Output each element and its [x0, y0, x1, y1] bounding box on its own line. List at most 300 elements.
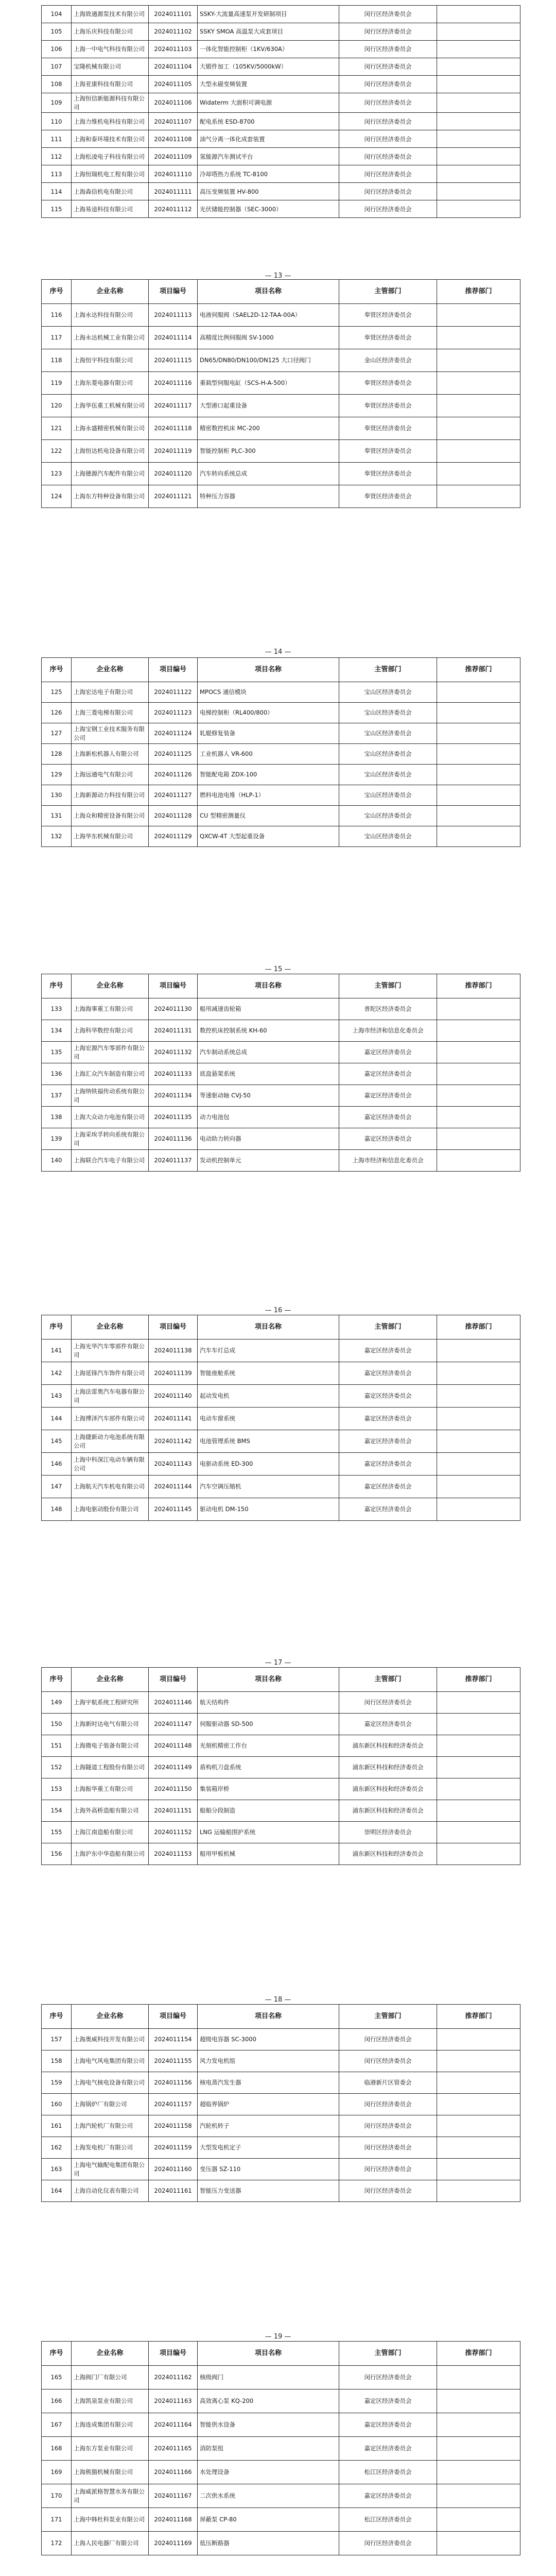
company-name: 上海锅炉厂有限公司	[72, 2094, 149, 2115]
project-name: 智能座舱系统	[198, 1362, 339, 1385]
row-index: 152	[42, 1757, 72, 1778]
table-row	[42, 304, 520, 327]
company-name: 上海威派格智慧水务有限公司	[72, 2484, 149, 2508]
project-table	[41, 2004, 520, 2202]
recommending-department	[437, 2389, 520, 2413]
project-code: 2024011115	[149, 349, 198, 372]
recommending-department	[437, 113, 520, 130]
company-name: 上海电驱动股份有限公司	[72, 1498, 149, 1521]
table-row	[42, 1498, 520, 1521]
table-row	[42, 440, 520, 463]
recommending-department	[437, 2437, 520, 2461]
table-row	[42, 1843, 520, 1865]
row-index: 114	[42, 183, 72, 200]
page-number: — 15 —	[265, 965, 291, 973]
row-index: 118	[42, 349, 72, 372]
recommending-department	[437, 2532, 520, 2555]
project-name: 大锻件加工（105KV/5000kW）	[198, 58, 339, 76]
row-index: 169	[42, 2461, 72, 2484]
row-index: 117	[42, 327, 72, 349]
company-name: 上海东方特种设备有限公司	[72, 485, 149, 508]
project-name: 配电系统 ESD-8700	[198, 113, 339, 130]
company-name: 上海乐庆科技有限公司	[72, 23, 149, 41]
project-table	[41, 657, 520, 847]
project-name: 船用减速齿轮箱	[198, 998, 339, 1020]
department: 嘉定区经济委员会	[339, 1107, 437, 1128]
column-header: 序号	[42, 658, 72, 682]
column-header: 项目名称	[198, 1315, 339, 1340]
recommending-department	[437, 417, 520, 440]
project-name: 电驱动系统 ED-300	[198, 1453, 339, 1476]
table-row	[42, 2508, 520, 2532]
company-name: 上海三菱电梯有限公司	[72, 703, 149, 723]
column-header: 项目名称	[198, 2342, 339, 2366]
project-code: 2024011104	[149, 58, 198, 76]
project-name: 汽车空调压缩机	[198, 1476, 339, 1498]
company-name: 上海中科深江电动车辆有限公司	[72, 1453, 149, 1476]
project-name: 汽轮机转子	[198, 2115, 339, 2137]
column-header: 企业名称	[72, 658, 149, 682]
company-name: 上海科华数控有限公司	[72, 1020, 149, 1042]
table-header-row	[42, 1668, 520, 1692]
recommending-department	[437, 1476, 520, 1498]
recommending-department	[437, 1843, 520, 1865]
recommending-department	[437, 2050, 520, 2072]
table-row	[42, 765, 520, 785]
table-page	[41, 279, 520, 508]
project-code: 2024011128	[149, 806, 198, 826]
row-index: 146	[42, 1453, 72, 1476]
recommending-department	[437, 1340, 520, 1362]
table-row	[42, 1128, 520, 1150]
table-row	[42, 6, 520, 23]
row-index: 130	[42, 785, 72, 806]
department: 奉贤区经济委员会	[339, 395, 437, 417]
row-index: 171	[42, 2508, 72, 2532]
project-name: 数控机床控制系统 KH-60	[198, 1020, 339, 1042]
project-code: 2024011101	[149, 6, 198, 23]
company-name: 宝隆机械有限公司	[72, 58, 149, 76]
department: 临港新片区管委会	[339, 2072, 437, 2094]
table-row	[42, 1362, 520, 1385]
column-header: 项目名称	[198, 1668, 339, 1692]
row-index: 161	[42, 2115, 72, 2137]
project-table	[41, 2341, 520, 2555]
row-index: 167	[42, 2413, 72, 2437]
company-name: 上海采埃孚转向系统有限公司	[72, 1128, 149, 1150]
company-name: 上海华伍重工机械有限公司	[72, 395, 149, 417]
row-index: 143	[42, 1385, 72, 1408]
project-name: 汽车制动系统总成	[198, 1042, 339, 1063]
column-header: 企业名称	[72, 2005, 149, 2029]
row-index: 104	[42, 6, 72, 23]
recommending-department	[437, 165, 520, 183]
project-code: 2024011135	[149, 1107, 198, 1128]
recommending-department	[437, 58, 520, 76]
department: 闵行区经济委员会	[339, 200, 437, 218]
project-name: 动力电池包	[198, 1107, 339, 1128]
column-header: 序号	[42, 2342, 72, 2366]
department: 闵行区经济委员会	[339, 2094, 437, 2115]
recommending-department	[437, 682, 520, 703]
row-index: 105	[42, 23, 72, 41]
company-name: 上海大众动力电池有限公司	[72, 1107, 149, 1128]
recommending-department	[437, 1430, 520, 1453]
table-row	[42, 1822, 520, 1843]
row-index: 131	[42, 806, 72, 826]
project-table	[41, 5, 520, 218]
table-row	[42, 1800, 520, 1822]
department: 闵行区经济委员会	[339, 2159, 437, 2180]
department: 闵行区经济委员会	[339, 130, 437, 148]
table-row	[42, 130, 520, 148]
project-name: 工业机器人 VR-600	[198, 744, 339, 765]
column-header: 主管部门	[339, 2342, 437, 2366]
company-name: 上海海事重工有限公司	[72, 998, 149, 1020]
row-index: 106	[42, 41, 72, 58]
row-index: 170	[42, 2484, 72, 2508]
project-code: 2024011129	[149, 826, 198, 847]
project-code: 2024011156	[149, 2072, 198, 2094]
company-name: 上海延锋汽车饰件有限公司	[72, 1362, 149, 1385]
row-index: 108	[42, 76, 72, 93]
recommending-department	[437, 765, 520, 785]
column-header: 主管部门	[339, 1315, 437, 1340]
project-code: 2024011116	[149, 372, 198, 395]
row-index: 150	[42, 1714, 72, 1735]
recommending-department	[437, 76, 520, 93]
recommending-department	[437, 148, 520, 165]
project-name: 二次供水系统	[198, 2484, 339, 2508]
department: 嘉定区经济委员会	[339, 1063, 437, 1085]
recommending-department	[437, 2461, 520, 2484]
department: 宝山区经济委员会	[339, 806, 437, 826]
company-name: 上海新源动力科技有限公司	[72, 785, 149, 806]
project-name: 水处理设备	[198, 2461, 339, 2484]
row-index: 137	[42, 1085, 72, 1107]
department: 嘉定区经济委员会	[339, 1128, 437, 1150]
company-name: 上海远通电气有限公司	[72, 765, 149, 785]
table-row	[42, 703, 520, 723]
project-name: 精密数控机床 MC-200	[198, 417, 339, 440]
project-name: 底盘悬架系统	[198, 1063, 339, 1085]
table-page	[41, 5, 520, 218]
department: 闵行区经济委员会	[339, 2532, 437, 2555]
table-row	[42, 1757, 520, 1778]
department: 松江区经济委员会	[339, 2461, 437, 2484]
project-code: 2024011137	[149, 1150, 198, 1172]
row-index: 140	[42, 1150, 72, 1172]
column-header: 企业名称	[72, 2342, 149, 2366]
department: 嘉定区经济委员会	[339, 1362, 437, 1385]
project-code: 2024011111	[149, 183, 198, 200]
company-name: 上海宝钢工业技术服务有限公司	[72, 723, 149, 744]
table-page	[41, 1667, 520, 1865]
recommending-department	[437, 806, 520, 826]
company-name: 上海致通源泵技术有限公司	[72, 6, 149, 23]
project-code: 2024011117	[149, 395, 198, 417]
project-name: 船舶分段制造	[198, 1800, 339, 1822]
company-name: 上海华东机械有限公司	[72, 826, 149, 847]
project-code: 2024011165	[149, 2437, 198, 2461]
company-name: 上海振华重工有限公司	[72, 1778, 149, 1800]
column-header: 企业名称	[72, 1668, 149, 1692]
project-code: 2024011151	[149, 1800, 198, 1822]
page-number: — 13 —	[265, 272, 291, 280]
project-name: 超级电容器 SC-3000	[198, 2029, 339, 2050]
recommending-department	[437, 2180, 520, 2202]
row-index: 144	[42, 1408, 72, 1430]
project-code: 2024011142	[149, 1430, 198, 1453]
recommending-department	[437, 2484, 520, 2508]
column-header: 项目名称	[198, 658, 339, 682]
table-page	[41, 974, 520, 1172]
company-name: 上海联合汽车电子有限公司	[72, 1150, 149, 1172]
table-header-row	[42, 2005, 520, 2029]
column-header: 推荐部门	[437, 2342, 520, 2366]
project-code: 2024011161	[149, 2180, 198, 2202]
row-index: 164	[42, 2180, 72, 2202]
project-code: 2024011155	[149, 2050, 198, 2072]
department: 闵行区经济委员会	[339, 113, 437, 130]
row-index: 141	[42, 1340, 72, 1362]
recommending-department	[437, 785, 520, 806]
table-row	[42, 1150, 520, 1172]
project-code: 2024011146	[149, 1692, 198, 1714]
row-index: 145	[42, 1430, 72, 1453]
project-name: 特种压力容器	[198, 485, 339, 508]
company-name: 上海永盛精密机械有限公司	[72, 417, 149, 440]
table-row	[42, 998, 520, 1020]
project-code: 2024011168	[149, 2508, 198, 2532]
row-index: 119	[42, 372, 72, 395]
project-code: 2024011121	[149, 485, 198, 508]
department: 嘉定区经济委员会	[339, 1042, 437, 1063]
table-header-row	[42, 280, 520, 304]
department: 嘉定区经济委员会	[339, 2437, 437, 2461]
company-name: 上海森信机电有限公司	[72, 183, 149, 200]
project-code: 2024011157	[149, 2094, 198, 2115]
project-code: 2024011125	[149, 744, 198, 765]
row-index: 120	[42, 395, 72, 417]
table-row	[42, 200, 520, 218]
company-name: 上海汽轮机厂有限公司	[72, 2115, 149, 2137]
row-index: 163	[42, 2159, 72, 2180]
table-page	[41, 657, 520, 847]
table-row	[42, 1063, 520, 1085]
project-code: 2024011160	[149, 2159, 198, 2180]
row-index: 165	[42, 2366, 72, 2389]
project-name: 航天结构件	[198, 1692, 339, 1714]
project-code: 2024011130	[149, 998, 198, 1020]
company-name: 上海博泽汽车部件有限公司	[72, 1408, 149, 1430]
company-name: 上海法雷奥汽车电器有限公司	[72, 1385, 149, 1408]
table-header-row	[42, 2342, 520, 2366]
column-header: 项目名称	[198, 974, 339, 998]
project-code: 2024011154	[149, 2029, 198, 2050]
company-name: 上海恒瑞机电工程有限公司	[72, 165, 149, 183]
company-name: 上海发电机厂有限公司	[72, 2137, 149, 2159]
page-number: — 17 —	[265, 1659, 291, 1667]
company-name: 上海一中电气科技有限公司	[72, 41, 149, 58]
row-index: 127	[42, 723, 72, 744]
project-code: 2024011123	[149, 703, 198, 723]
company-name: 上海永达科技有限公司	[72, 304, 149, 327]
company-name: 上海纳铁福传动系统有限公司	[72, 1085, 149, 1107]
department: 浦东新区科技和经济委员会	[339, 1757, 437, 1778]
company-name: 上海和泰环境技术有限公司	[72, 130, 149, 148]
table-page	[41, 2341, 520, 2555]
department: 嘉定区经济委员会	[339, 1085, 437, 1107]
project-name: 轧辊修复装备	[198, 723, 339, 744]
table-row	[42, 1453, 520, 1476]
column-header: 序号	[42, 2005, 72, 2029]
page-number: — 16 —	[265, 1307, 291, 1314]
table-row	[42, 2050, 520, 2072]
table-row	[42, 1692, 520, 1714]
department: 嘉定区经济委员会	[339, 1340, 437, 1362]
recommending-department	[437, 703, 520, 723]
column-header: 推荐部门	[437, 1668, 520, 1692]
department: 奉贤区经济委员会	[339, 417, 437, 440]
company-name: 上海外高桥造船有限公司	[72, 1800, 149, 1822]
table-row	[42, 76, 520, 93]
company-name: 上海恒达机电设备有限公司	[72, 440, 149, 463]
row-index: 138	[42, 1107, 72, 1128]
table-row	[42, 2437, 520, 2461]
recommending-department	[437, 1042, 520, 1063]
recommending-department	[437, 1453, 520, 1476]
row-index: 151	[42, 1735, 72, 1757]
row-index: 122	[42, 440, 72, 463]
table-row	[42, 327, 520, 349]
recommending-department	[437, 41, 520, 58]
company-name: 上海易途科技有限公司	[72, 200, 149, 218]
recommending-department	[437, 1385, 520, 1408]
project-code: 2024011166	[149, 2461, 198, 2484]
row-index: 153	[42, 1778, 72, 1800]
project-name: 电梯控制柜（RL400/800）	[198, 703, 339, 723]
department: 闵行区经济委员会	[339, 58, 437, 76]
recommending-department	[437, 200, 520, 218]
project-name: 高精度比例伺服阀 SV-1000	[198, 327, 339, 349]
department: 浦东新区科技和经济委员会	[339, 1778, 437, 1800]
department: 闵行区经济委员会	[339, 2137, 437, 2159]
recommending-department	[437, 440, 520, 463]
table-row	[42, 1385, 520, 1408]
project-code: 2024011140	[149, 1385, 198, 1408]
row-index: 149	[42, 1692, 72, 1714]
recommending-department	[437, 998, 520, 1020]
department: 闵行区经济委员会	[339, 23, 437, 41]
project-name: 变压器 SZ-110	[198, 2159, 339, 2180]
project-code: 2024011138	[149, 1340, 198, 1362]
row-index: 147	[42, 1476, 72, 1498]
department: 闵行区经济委员会	[339, 2029, 437, 2050]
department: 浦东新区科技和经济委员会	[339, 1735, 437, 1757]
column-header: 项目编号	[149, 1668, 198, 1692]
company-name: 上海德源汽车配件有限公司	[72, 463, 149, 485]
department: 闵行区经济委员会	[339, 76, 437, 93]
row-index: 133	[42, 998, 72, 1020]
project-name: 低压断路器	[198, 2532, 339, 2555]
recommending-department	[437, 2413, 520, 2437]
project-name: 光伏储能控制器（SEC-3000）	[198, 200, 339, 218]
column-header: 主管部门	[339, 2005, 437, 2029]
department: 奉贤区经济委员会	[339, 485, 437, 508]
page-number: — 18 —	[265, 1996, 291, 2004]
row-index: 136	[42, 1063, 72, 1085]
project-code: 2024011145	[149, 1498, 198, 1521]
project-code: 2024011164	[149, 2413, 198, 2437]
project-name: 智能供水设备	[198, 2413, 339, 2437]
column-header: 企业名称	[72, 280, 149, 304]
department: 宝山区经济委员会	[339, 682, 437, 703]
row-index: 157	[42, 2029, 72, 2050]
project-name: Widaterm 大面积可调电源	[198, 93, 339, 113]
department: 嘉定区经济委员会	[339, 1453, 437, 1476]
recommending-department	[437, 1020, 520, 1042]
project-name: 氢能源汽车测试平台	[198, 148, 339, 165]
project-code: 2024011133	[149, 1063, 198, 1085]
column-header: 项目编号	[149, 658, 198, 682]
project-code: 2024011144	[149, 1476, 198, 1498]
project-table	[41, 279, 520, 508]
project-name: 核级阀门	[198, 2366, 339, 2389]
table-row	[42, 1107, 520, 1128]
table-row	[42, 93, 520, 113]
project-name: 冷却塔热力系统 TC-8100	[198, 165, 339, 183]
table-page	[41, 2004, 520, 2202]
project-name: 燃料电池电堆（HLP-1）	[198, 785, 339, 806]
project-code: 2024011131	[149, 1020, 198, 1042]
table-row	[42, 1778, 520, 1800]
company-name: 上海宇航系统工程研究所	[72, 1692, 149, 1714]
department: 嘉定区经济委员会	[339, 1714, 437, 1735]
project-code: 2024011149	[149, 1757, 198, 1778]
project-name: SSKY SMOA 高温泵大成套项目	[198, 23, 339, 41]
recommending-department	[437, 1498, 520, 1521]
row-index: 134	[42, 1020, 72, 1042]
project-code: 2024011109	[149, 148, 198, 165]
project-name: 风力发电机组	[198, 2050, 339, 2072]
table-row	[42, 1408, 520, 1430]
recommending-department	[437, 304, 520, 327]
company-name: 上海东菱电器有限公司	[72, 372, 149, 395]
department: 金山区经济委员会	[339, 349, 437, 372]
project-code: 2024011150	[149, 1778, 198, 1800]
project-name: 高效离心泵 KQ-200	[198, 2389, 339, 2413]
department: 宝山区经济委员会	[339, 723, 437, 744]
row-index: 154	[42, 1800, 72, 1822]
project-code: 2024011106	[149, 93, 198, 113]
row-index: 109	[42, 93, 72, 113]
column-header: 项目编号	[149, 2005, 198, 2029]
project-code: 2024011153	[149, 1843, 198, 1865]
table-row	[42, 2532, 520, 2555]
company-name: 上海恒宇科技有限公司	[72, 349, 149, 372]
row-index: 135	[42, 1042, 72, 1063]
row-index: 124	[42, 485, 72, 508]
recommending-department	[437, 2029, 520, 2050]
company-name: 上海凯泉泵业有限公司	[72, 2389, 149, 2413]
column-header: 推荐部门	[437, 974, 520, 998]
project-name: 集装箱岸桥	[198, 1778, 339, 1800]
company-name: 上海新松机器人有限公司	[72, 744, 149, 765]
department: 上海市经济和信息化委员会	[339, 1020, 437, 1042]
company-name: 上海宏源汽车零部件有限公司	[72, 1042, 149, 1063]
project-name: 盾构机刀盘系统	[198, 1757, 339, 1778]
